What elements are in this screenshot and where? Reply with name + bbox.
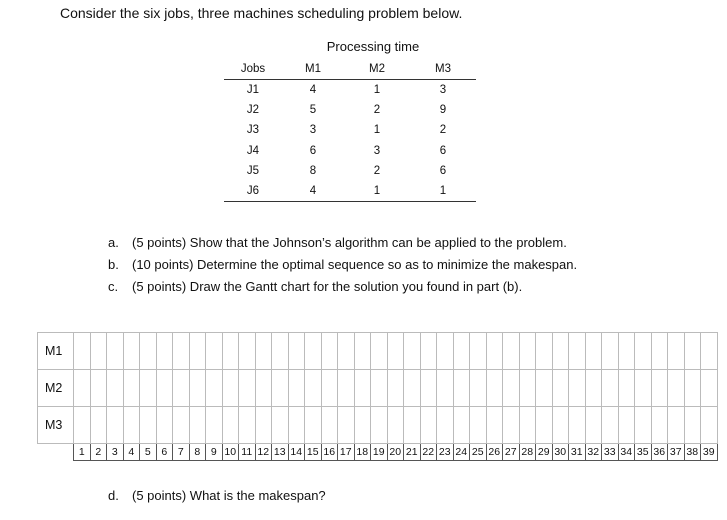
table-row	[224, 120, 476, 140]
question-text: (5 points) Draw the Gantt chart for the solution you found in part (b).	[132, 279, 523, 294]
gantt-cell[interactable]	[569, 370, 586, 407]
time-slot-label: 30	[552, 444, 569, 461]
gantt-cell[interactable]	[701, 333, 718, 370]
gantt-cell[interactable]	[338, 333, 355, 370]
gantt-cell[interactable]	[437, 333, 454, 370]
time-slot-label: 35	[635, 444, 652, 461]
processing-time-table	[224, 58, 476, 202]
gantt-cell[interactable]	[255, 407, 272, 444]
time-slot-label: 31	[569, 444, 586, 461]
gantt-cell[interactable]	[453, 333, 470, 370]
gantt-cell[interactable]	[486, 407, 503, 444]
gantt-cell[interactable]	[437, 407, 454, 444]
time-slot-label: 37	[668, 444, 685, 461]
time-slot-label: 7	[173, 444, 190, 461]
gantt-cell[interactable]	[239, 407, 256, 444]
gantt-cell[interactable]	[404, 370, 421, 407]
gantt-row	[38, 407, 718, 444]
time-cell: 5	[309, 104, 317, 117]
machine-label: M1	[38, 333, 74, 370]
time-slot-label: 9	[206, 444, 223, 461]
gantt-cell[interactable]	[206, 370, 223, 407]
gantt-cell[interactable]	[90, 407, 107, 444]
table-row	[224, 141, 476, 161]
gantt-cell[interactable]	[503, 333, 520, 370]
time-cell: 1	[373, 124, 381, 137]
time-slot-label: 16	[321, 444, 338, 461]
time-slot-label: 36	[651, 444, 668, 461]
gantt-cell[interactable]	[272, 370, 289, 407]
gantt-cell[interactable]	[288, 333, 305, 370]
gantt-cell[interactable]	[321, 370, 338, 407]
gantt-cell[interactable]	[222, 370, 239, 407]
time-cell: 3	[439, 84, 447, 97]
question-c	[108, 278, 577, 300]
question-list	[108, 234, 577, 300]
job-cell: J5	[246, 164, 260, 177]
header-m3: M3	[410, 58, 476, 80]
question-text: (5 points) Show that the Johnson’s algorithm can be applied to the problem.	[132, 235, 567, 250]
gantt-cell[interactable]	[651, 407, 668, 444]
gantt-cell[interactable]	[420, 407, 437, 444]
time-cell: 1	[410, 181, 476, 202]
time-axis-row	[38, 444, 718, 461]
time-slot-label: 15	[305, 444, 322, 461]
gantt-cell[interactable]	[701, 370, 718, 407]
time-cell: 6	[439, 164, 447, 177]
gantt-cell[interactable]	[668, 333, 685, 370]
gantt-cell[interactable]	[321, 333, 338, 370]
gantt-cell[interactable]	[486, 370, 503, 407]
gantt-cell[interactable]	[288, 407, 305, 444]
gantt-cell[interactable]	[222, 407, 239, 444]
time-axis-spacer	[38, 444, 74, 461]
job-cell: J4	[246, 144, 260, 157]
gantt-cell[interactable]	[635, 370, 652, 407]
gantt-cell[interactable]	[90, 370, 107, 407]
time-slot-label: 19	[371, 444, 388, 461]
time-cell: 6	[439, 144, 447, 157]
header-m1: M1	[282, 58, 344, 80]
gantt-cell[interactable]	[305, 407, 322, 444]
gantt-cell[interactable]	[536, 370, 553, 407]
gantt-row	[38, 333, 718, 370]
time-slot-label: 4	[123, 444, 140, 461]
job-cell: J1	[246, 84, 260, 97]
gantt-cell[interactable]	[206, 333, 223, 370]
gantt-cell[interactable]	[470, 407, 487, 444]
gantt-cell[interactable]	[470, 370, 487, 407]
time-slot-label: 20	[387, 444, 404, 461]
gantt-cell[interactable]	[552, 333, 569, 370]
gantt-cell[interactable]	[420, 370, 437, 407]
time-slot-label: 39	[701, 444, 718, 461]
gantt-cell[interactable]	[354, 333, 371, 370]
gantt-cell[interactable]	[536, 407, 553, 444]
gantt-cell[interactable]	[189, 333, 206, 370]
question-d	[108, 488, 326, 503]
time-cell: 3	[309, 124, 317, 137]
gantt-cell[interactable]	[519, 407, 536, 444]
gantt-cell[interactable]	[74, 407, 91, 444]
gantt-cell[interactable]	[602, 407, 619, 444]
time-cell: 9	[439, 104, 447, 117]
time-slot-label: 1	[74, 444, 91, 461]
processing-time-title: Processing time	[326, 39, 420, 54]
time-cell: 1	[344, 181, 410, 202]
gantt-cell[interactable]	[222, 333, 239, 370]
machine-label: M3	[38, 407, 74, 444]
gantt-cell[interactable]	[189, 370, 206, 407]
machine-label: M2	[38, 370, 74, 407]
gantt-cell[interactable]	[618, 333, 635, 370]
gantt-cell[interactable]	[74, 333, 91, 370]
gantt-cell[interactable]	[305, 370, 322, 407]
time-slot-label: 22	[420, 444, 437, 461]
time-slot-label: 33	[602, 444, 619, 461]
gantt-cell[interactable]	[107, 333, 124, 370]
time-slot-label: 25	[470, 444, 487, 461]
gantt-cell[interactable]	[387, 333, 404, 370]
gantt-cell[interactable]	[618, 370, 635, 407]
time-slot-label: 6	[156, 444, 173, 461]
gantt-cell[interactable]	[618, 407, 635, 444]
gantt-cell[interactable]	[255, 333, 272, 370]
gantt-cell[interactable]	[668, 407, 685, 444]
table-header-row	[224, 58, 476, 80]
problem-intro: Consider the six jobs, three machines scheduling problem below.	[60, 5, 463, 21]
gantt-cell[interactable]	[602, 333, 619, 370]
time-slot-label: 13	[272, 444, 289, 461]
gantt-cell[interactable]	[189, 407, 206, 444]
gantt-cell[interactable]	[371, 407, 388, 444]
time-cell: 4	[309, 84, 317, 97]
gantt-cell[interactable]	[404, 407, 421, 444]
gantt-cell[interactable]	[140, 407, 157, 444]
gantt-cell[interactable]	[288, 370, 305, 407]
gantt-cell[interactable]	[90, 333, 107, 370]
gantt-cell[interactable]	[585, 370, 602, 407]
job-cell: J6	[224, 181, 282, 202]
time-cell: 4	[282, 181, 344, 202]
time-slot-label: 28	[519, 444, 536, 461]
gantt-cell[interactable]	[585, 333, 602, 370]
gantt-cell[interactable]	[371, 370, 388, 407]
gantt-cell[interactable]	[668, 370, 685, 407]
gantt-cell[interactable]	[552, 370, 569, 407]
gantt-cell[interactable]	[156, 370, 173, 407]
gantt-cell[interactable]	[354, 407, 371, 444]
gantt-cell[interactable]	[486, 333, 503, 370]
gantt-row	[38, 370, 718, 407]
gantt-cell[interactable]	[140, 333, 157, 370]
question-a	[108, 234, 577, 256]
gantt-cell[interactable]	[387, 407, 404, 444]
table-row	[224, 161, 476, 181]
gantt-cell[interactable]	[338, 407, 355, 444]
question-label: a.	[108, 235, 119, 250]
table-body	[224, 80, 476, 202]
gantt-cell[interactable]	[651, 333, 668, 370]
gantt-cell[interactable]	[701, 407, 718, 444]
gantt-cell[interactable]	[684, 370, 701, 407]
gantt-cell[interactable]	[272, 333, 289, 370]
time-slot-label: 10	[222, 444, 239, 461]
time-slot-label: 32	[585, 444, 602, 461]
header-jobs: Jobs	[224, 58, 282, 80]
time-slot-label: 17	[338, 444, 355, 461]
time-slot-label: 27	[503, 444, 520, 461]
time-slot-label: 2	[90, 444, 107, 461]
time-slot-label: 8	[189, 444, 206, 461]
table-row	[224, 80, 476, 101]
time-slot-label: 3	[107, 444, 124, 461]
gantt-cell[interactable]	[635, 333, 652, 370]
gantt-cell[interactable]	[420, 333, 437, 370]
question-label: d.	[108, 488, 119, 503]
question-b	[108, 256, 577, 278]
gantt-cell[interactable]	[123, 333, 140, 370]
question-text: (10 points) Determine the optimal sequence so as to minimize the makespan.	[132, 257, 578, 272]
gantt-cell[interactable]	[239, 333, 256, 370]
table-row	[224, 100, 476, 120]
gantt-cell[interactable]	[123, 370, 140, 407]
time-slot-label: 12	[255, 444, 272, 461]
time-slot-label: 24	[453, 444, 470, 461]
job-cell: J3	[246, 124, 260, 137]
time-slot-label: 21	[404, 444, 421, 461]
gantt-cell[interactable]	[602, 370, 619, 407]
gantt-cell[interactable]	[569, 333, 586, 370]
gantt-cell[interactable]	[503, 370, 520, 407]
time-slot-label: 34	[618, 444, 635, 461]
gantt-cell[interactable]	[107, 370, 124, 407]
gantt-cell[interactable]	[437, 370, 454, 407]
gantt-cell[interactable]	[585, 407, 602, 444]
gantt-cell[interactable]	[552, 407, 569, 444]
gantt-cell[interactable]	[453, 407, 470, 444]
time-cell: 3	[373, 144, 381, 157]
gantt-cell[interactable]	[321, 407, 338, 444]
time-slot-label: 18	[354, 444, 371, 461]
gantt-cell[interactable]	[74, 370, 91, 407]
gantt-cell[interactable]	[272, 407, 289, 444]
time-slot-label: 14	[288, 444, 305, 461]
table-row	[224, 181, 476, 202]
gantt-cell[interactable]	[569, 407, 586, 444]
gantt-cell[interactable]	[305, 333, 322, 370]
gantt-cell[interactable]	[404, 333, 421, 370]
gantt-cell[interactable]	[453, 370, 470, 407]
time-cell: 2	[373, 104, 381, 117]
gantt-cell[interactable]	[338, 370, 355, 407]
header-m2: M2	[344, 58, 410, 80]
time-slot-label: 38	[684, 444, 701, 461]
time-cell: 1	[373, 84, 381, 97]
gantt-cell[interactable]	[371, 333, 388, 370]
time-cell: 2	[439, 124, 447, 137]
question-label: c.	[108, 279, 119, 294]
gantt-cell[interactable]	[173, 407, 190, 444]
gantt-cell[interactable]	[107, 407, 124, 444]
time-cell: 8	[309, 164, 317, 177]
time-slot-label: 5	[140, 444, 157, 461]
gantt-cell[interactable]	[519, 370, 536, 407]
gantt-cell[interactable]	[255, 370, 272, 407]
time-cell: 2	[373, 164, 381, 177]
gantt-cell[interactable]	[239, 370, 256, 407]
gantt-cell[interactable]	[354, 370, 371, 407]
gantt-cell[interactable]	[387, 370, 404, 407]
gantt-chart-grid	[37, 332, 718, 461]
gantt-cell[interactable]	[173, 370, 190, 407]
gantt-cell[interactable]	[684, 333, 701, 370]
question-label: b.	[108, 257, 119, 272]
gantt-cell[interactable]	[470, 333, 487, 370]
gantt-cell[interactable]	[635, 407, 652, 444]
gantt-cell[interactable]	[206, 407, 223, 444]
time-cell: 6	[309, 144, 317, 157]
gantt-cell[interactable]	[156, 407, 173, 444]
gantt-cell[interactable]	[156, 333, 173, 370]
question-text: (5 points) What is the makespan?	[132, 488, 326, 503]
gantt-cell[interactable]	[519, 333, 536, 370]
gantt-cell[interactable]	[140, 370, 157, 407]
gantt-cell[interactable]	[651, 370, 668, 407]
time-slot-label: 11	[239, 444, 256, 461]
job-cell: J2	[246, 104, 260, 117]
gantt-cell[interactable]	[684, 407, 701, 444]
time-slot-label: 23	[437, 444, 454, 461]
time-slot-label: 29	[536, 444, 553, 461]
gantt-cell[interactable]	[173, 333, 190, 370]
gantt-cell[interactable]	[536, 333, 553, 370]
gantt-cell[interactable]	[503, 407, 520, 444]
gantt-cell[interactable]	[123, 407, 140, 444]
time-slot-label: 26	[486, 444, 503, 461]
